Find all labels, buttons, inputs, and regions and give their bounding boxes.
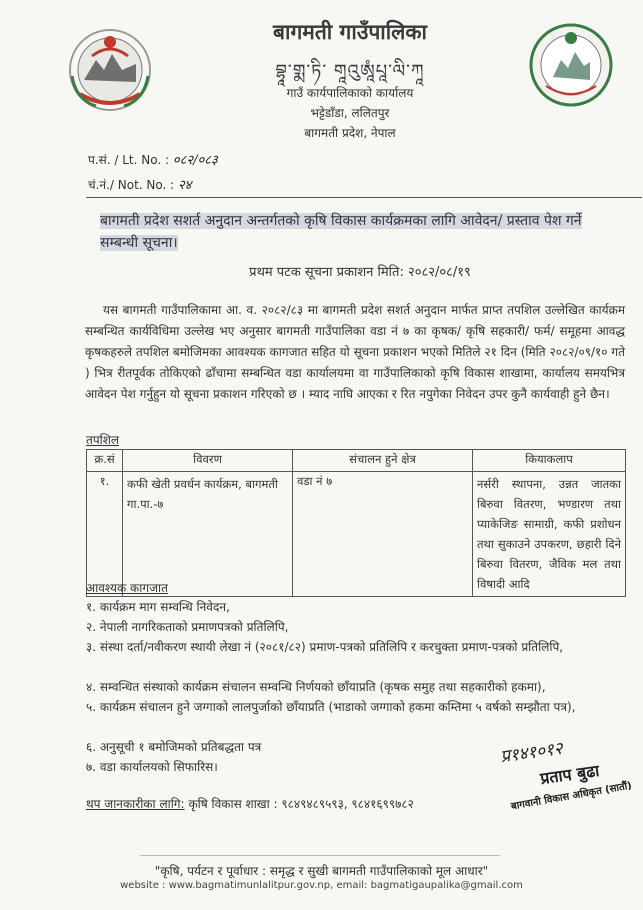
signatory-role: बागवानी विकास अधिकृत (सातौं) <box>510 780 633 813</box>
dispatch-number-label: चं.नं./ Not. No. : <box>88 178 175 192</box>
nepal-emblem-icon <box>62 20 158 116</box>
dispatch-number-value: २४ <box>178 178 192 193</box>
notice-subject <box>100 210 625 254</box>
schedule-table <box>86 449 626 597</box>
requirement-item-1: १. कार्यक्रम माग सम्वन्धि निवेदन, <box>86 600 230 614</box>
signatory-name: प्रताप बुढा <box>539 760 601 789</box>
cell-description: कफी खेती प्रवर्धन कार्यक्रम, बागमती गा.पा.-७ <box>123 472 293 597</box>
cell-sn: १. <box>87 472 123 597</box>
signature-scribble: प्र१४१०१२ <box>499 738 565 768</box>
letter-number-value: ०८२/०८३ <box>172 153 218 168</box>
requirement-item-2: २. नेपाली नागरिकताको प्रमाणपत्रको प्रतिलिपि, <box>86 620 289 634</box>
office-province: बागमती प्रदेश, नेपाल <box>304 126 396 140</box>
col-header-sn: क्र.सं <box>87 450 123 472</box>
schedule-header-row <box>87 450 626 472</box>
col-header-description: विवरण <box>123 450 293 472</box>
footer-motto: "कृषि, पर्यटन र पूर्वाधार : समृद्ध र सुखी बागमती गाउँपालिकाको मूल आधार" <box>154 864 489 878</box>
cell-activities: नर्सरी स्थापना, उन्नत जातका बिरुवा वितरण, भण्डारण तथा प्याकेजिङ सामाग्री, कफी प्रशोधन तथा सुकाउने उपकरण, छहारी दिने बिरुवा वितरण, जैविक मल तथा विषादी आदि <box>473 472 626 597</box>
subject-line-1: बागमती प्रदेश सशर्त अनुदान अन्तर्गतको कृषि विकास कार्यक्रमका लागि आवेदन/ प्रस्ताव पेश गर्ने <box>100 213 582 229</box>
office-name: गाउँ कार्यपालिकाको कार्यालय <box>286 86 414 100</box>
header-divider <box>86 197 642 198</box>
col-header-area: संचालन हुने क्षेत्र <box>293 450 473 472</box>
schedule-label: तपशिल <box>86 433 120 447</box>
requirement-item-6: ६. अनुसूची १ बमोजिमको प्रतिबद्धता पत्र <box>86 740 262 754</box>
office-place: भट्टेडाँडा, ललितपुर <box>310 106 390 120</box>
cell-area: वडा नं ७ <box>293 472 473 597</box>
contact-label: थप जानकारीका लागि: <box>86 797 185 811</box>
requirement-item-4: ४. सम्वन्धित संस्थाको कार्यक्रम संचालन सम्वन्धि निर्णयको छाँयाप्रति (कृषक समुह तथा सहकारीको हकमा), <box>86 680 546 694</box>
table-row <box>87 472 626 597</box>
footer-website: website : www.bagmatimunlalitpur.gov.np, email: bagmatigaupalika@gmail.com <box>120 880 523 891</box>
publication-date: प्रथम पटक सूचना प्रकाशन मिति: २०८२/०८/१९ <box>249 265 471 280</box>
col-header-activities: कियाकलाप <box>473 450 626 472</box>
letter-number-label: प.सं. / Lt. No. : <box>88 153 170 167</box>
footer-divider <box>140 855 500 856</box>
requirement-item-3: ३. संस्था दर्ता/नवीकरण स्थायी लेखा नं (२०८१/८२) प्रमाण-पत्रको प्रतिलिपि र करचुक्ता प्रमाण-पत्रको प्रतिलिपि, <box>86 640 564 654</box>
requirements-heading: आवश्यक कागजात <box>86 581 168 595</box>
dispatch-number <box>88 175 192 193</box>
letter-number <box>88 150 218 168</box>
contact-text: कृषि विकास शाखा : ९८४९४८९५९३, ९८४१६९९७८२ <box>188 797 414 811</box>
municipality-logo-icon <box>528 22 614 108</box>
municipality-title-alt-script: བྷཱ་གྨ་ཏི་ གཱའུཨཱཾཔཱ་ལི་ཀཱ <box>275 61 425 82</box>
requirement-item-7: ७. वडा कार्यालयको सिफारिस। <box>86 760 218 774</box>
subject-line-2: सम्बन्धी सूचना। <box>100 235 178 251</box>
municipality-title: बागमती गाउँपालिका <box>273 20 427 44</box>
requirement-item-5: ५. कार्यक्रम संचालन हुने जग्गाको लालपुर्जाको छाँयाप्रति (भाडाको जग्गाको हकमा कम्तिमा ५ वर्षको सम्झौता पत्र), <box>86 700 576 714</box>
contact-info <box>86 795 414 812</box>
notice-body: यस बागमती गाउँपालिकामा आ. व. २०८२/८३ मा बागमती प्रदेश सशर्त अनुदान मार्फत प्राप्त तपशिल उल्लेखित कार्यक्रम सम्बन्धित कार्यविधिमा उल्लेख भए अनुसार बागमती गाउँपालिका वडा नं ७ का कृषक/ कृषि सहकारी/ फर्म/ समूहमा आवद्ध कृषकहरुले तपशिल बमोजिमका आवश्यक कागजात सहित यो सूचना प्रकाशन भएको मितिले २१ दिन (मिति २०८२/०९/१० गते ) भित्र रीतपूर्वक तोकिएको ढाँचामा सम्बन्धित वडा कार्यालयमा वा गाउँपालिकाको कृषि विकास शाखामा, कार्यालय समयभित्र आवेदन पेश गर्नुहुन यो सूचना प्रकाशन गरिएको छ । म्याद नाघि आएका र रित नपुगेका निवेदन उपर कुनै कार्यवाही हुने छैन। <box>85 303 625 401</box>
